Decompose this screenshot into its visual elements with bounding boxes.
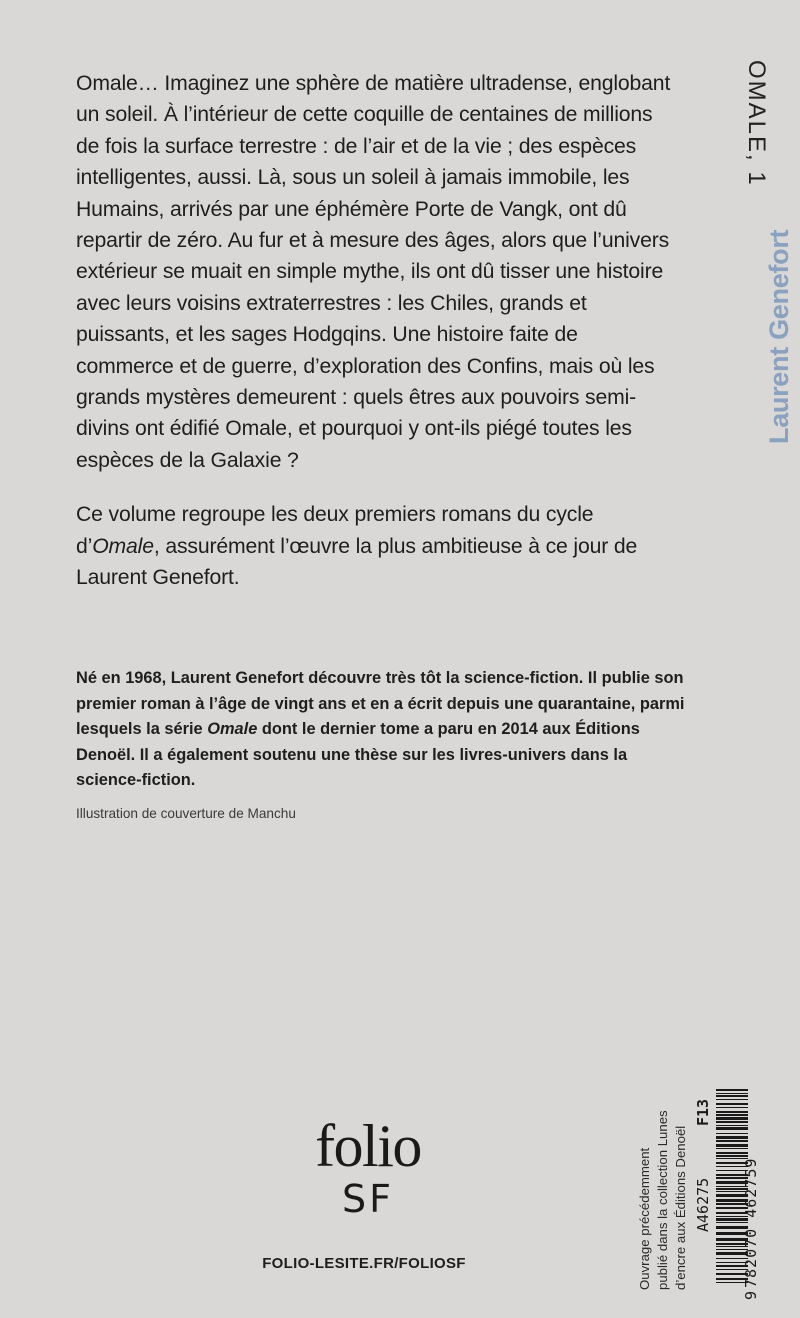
barcode-bar: [716, 1144, 748, 1147]
barcode-price-code: F13: [694, 1098, 712, 1126]
barcode-bar: [716, 1089, 748, 1091]
note-line-3: d’encre aux Éditions Denoël: [673, 1125, 688, 1290]
logo-sf-word: SF: [342, 1177, 394, 1221]
barcode-bar: [716, 1148, 748, 1149]
spine-author: Laurent Genefort: [764, 229, 794, 444]
back-cover-blurb: [76, 68, 676, 594]
barcode-bar: [716, 1117, 748, 1120]
blurb-paragraph-2: [76, 499, 676, 593]
note-line-2: publié dans la collection Lunes: [655, 1110, 670, 1290]
barcode-bar: [716, 1133, 748, 1134]
blurb-p2-italic-title: Omale: [92, 534, 154, 558]
author-bio: [76, 666, 696, 794]
barcode-bar: [716, 1111, 748, 1113]
barcode-lead-digit: 9: [742, 1290, 760, 1300]
barcode-digits: 782070 462759: [742, 1157, 760, 1288]
publisher-website: FOLIO-LESITE.FR/FOLIOSF: [262, 1255, 466, 1272]
barcode-bar: [716, 1107, 748, 1108]
bio-text-1: Né en 1968, Laurent Genefort découvre très tôt la science-fiction. Il publie son premier roman à l’âge de vingt ans et en a écrit depuis une quarantaine, parmi lesquels la série: [76, 669, 685, 739]
previous-publication-note: [636, 1110, 690, 1290]
bio-italic-series: Omale: [207, 720, 258, 739]
spine-strip: [722, 60, 794, 460]
illustration-credit: Illustration de couverture de Manchu: [76, 806, 296, 821]
barcode-bar: [716, 1140, 748, 1142]
barcode-bar: [716, 1114, 748, 1116]
barcode-code: A46275: [694, 1177, 712, 1232]
barcode-bar: [716, 1099, 748, 1100]
barcode-bar: [716, 1103, 748, 1105]
barcode-bar: [716, 1127, 748, 1130]
barcode-bar: [716, 1136, 748, 1139]
barcode-bar: [716, 1121, 748, 1123]
folio-sf-logo: [298, 1113, 438, 1221]
logo-folio-word: folio: [315, 1113, 421, 1179]
barcode-bar: [716, 1125, 748, 1126]
spine-title: OMALE, 1: [743, 60, 770, 187]
barcode-bar: [716, 1152, 748, 1154]
blurb-p2-text-2: , assurément l’œuvre la plus ambitieuse à ce jour de Laurent Genefort.: [76, 534, 638, 590]
blurb-paragraph-1: Omale… Imaginez une sphère de matière ultradense, englobant un soleil. À l’intérieur de cette coquille de centaines de millions de fois la surface terrestre : de l’air et de la vie ; des espèces intelligentes, aussi. Là, sous un soleil à jamais immobile, les Humains, arrivés par une éphémère Porte de Vangk, ont dû repartir de zéro. Au fur et à mesure des âges, alors que l’univers extérieur se muait en simple mythe, ils ont dû tisser une histoire avec leurs voisins extraterrestres : les Chiles, grands et puissants, et les sages Hodgqins. Une histoire faite de commerce et de guerre, d’exploration des Confins, mais où les grands mystères demeurent : quels êtres aux pouvoirs semi-divins ont édifié Omale, et pourquoi y ont-ils piégé toutes les espèces de la Galaxie ?: [76, 72, 671, 472]
barcode-bar: [716, 1093, 748, 1094]
barcode-bar: [716, 1095, 748, 1097]
note-line-1: Ouvrage précédemment: [637, 1147, 652, 1290]
blurb-p2-text-1: Ce volume regroupe les deux premiers romans du cycle d’: [76, 503, 594, 558]
bio-text-2: dont le dernier tome a paru en 2014 aux Éditions Denoël. Il a également soutenu une thèse sur les livres-univers dans la science-fiction.: [76, 720, 640, 790]
